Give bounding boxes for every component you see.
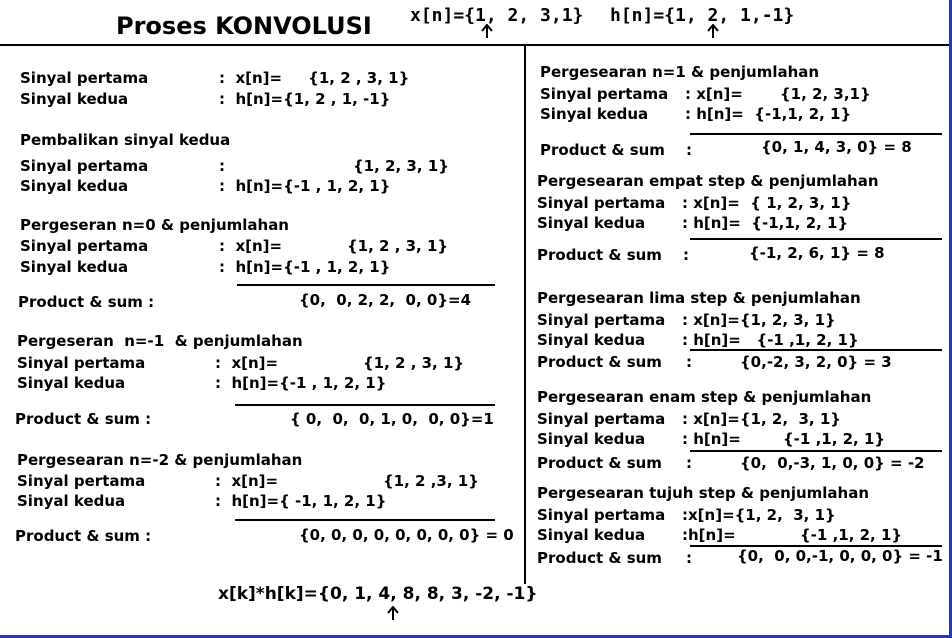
s5-signal2-label: Sinyal kedua xyxy=(17,492,126,510)
s5-product-values: {0, 0, 0, 0, 0, 0, 0, 0} = 0 xyxy=(299,526,514,544)
s2-signal2-expr: : h[n]={-1 , 1, 2, 1} xyxy=(219,177,391,195)
s4-signal2-label: Sinyal kedua xyxy=(17,374,126,392)
s2-signal1-values: {1, 2, 3, 1} xyxy=(353,157,449,175)
r4-product-values: {0, 0,-3, 1, 0, 0} = -2 xyxy=(740,454,925,472)
r5-product-label: Product & sum xyxy=(537,549,662,567)
r4-signal2-label: Sinyal kedua xyxy=(537,430,646,448)
r4-signal1-label: Sinyal pertama xyxy=(537,410,666,428)
h-origin-arrow-icon xyxy=(707,24,719,38)
s3-signal1-label: Sinyal pertama xyxy=(20,237,149,255)
s4-signal1-label: Sinyal pertama xyxy=(17,354,146,372)
r1-heading: Pergesearan n=1 & penjumlahan xyxy=(540,63,820,81)
s4-product-label: Product & sum : xyxy=(15,410,152,428)
r4-product-colon: : xyxy=(686,454,692,472)
r3-signal2-label: Sinyal kedua xyxy=(537,331,646,349)
s4-signal1-expr: : x[n]= xyxy=(215,354,279,372)
r3-heading: Pergesearan lima step & penjumlahan xyxy=(537,289,861,307)
s3-signal2-expr: : h[n]={-1 , 1, 2, 1} xyxy=(219,258,391,276)
s1-signal2-expr: : h[n]={1, 2 , 1, -1} xyxy=(219,90,391,108)
s5-heading: Pergesearan n=-2 & penjumlahan xyxy=(17,451,303,469)
r3-signal1-expr: : x[n]={1, 2, 3, 1} xyxy=(682,311,836,329)
s4-product-values: { 0, 0, 0, 1, 0, 0, 0}=1 xyxy=(290,410,494,428)
r5-product-values: {0, 0, 0,-1, 0, 0, 0} = -1 xyxy=(737,547,943,565)
r4-heading: Pergesearan enam step & penjumlahan xyxy=(537,388,872,406)
r1-product-values: {0, 1, 4, 3, 0} = 8 xyxy=(761,138,912,156)
r4-product-label: Product & sum xyxy=(537,454,662,472)
r1-signal1-expr: : x[n]= xyxy=(685,85,743,103)
s3-product-label: Product & sum : xyxy=(18,293,155,311)
r3-product-label: Product & sum xyxy=(537,353,662,371)
r2-heading: Pergesearan empat step & penjumlahan xyxy=(537,172,879,190)
r5-signal2-label: Sinyal kedua xyxy=(537,526,646,544)
page-title: Proses KONVOLUSI xyxy=(116,12,372,40)
s3-heading: Pergeseran n=0 & penjumlahan xyxy=(20,216,289,234)
r2-product-label: Product & sum xyxy=(537,246,662,264)
r2-signal2-label: Sinyal kedua xyxy=(537,214,646,232)
s1-signal1-label: Sinyal pertama xyxy=(20,69,149,87)
s4-signal2-expr: : h[n]={-1 , 1, 2, 1} xyxy=(215,374,387,392)
s4-sum-rule xyxy=(235,404,495,406)
x-origin-arrow-icon xyxy=(481,24,493,38)
s4-signal1-values: {1, 2 , 3, 1} xyxy=(363,354,465,372)
r1-product-label: Product & sum xyxy=(540,141,665,159)
result-origin-arrow-icon xyxy=(387,606,399,620)
s5-product-label: Product & sum : xyxy=(15,527,152,545)
r1-signal2-label: Sinyal kedua xyxy=(540,105,649,123)
r4-signal2-values: {-1 ,1, 2, 1} xyxy=(783,430,886,448)
s3-signal2-label: Sinyal kedua xyxy=(20,258,129,276)
r4-sum-rule xyxy=(690,450,942,452)
r3-sum-rule xyxy=(690,349,942,351)
s5-signal2-expr: : h[n]={ -1, 1, 2, 1} xyxy=(215,492,387,510)
s3-sum-rule xyxy=(237,284,495,286)
s1-signal1-expr: : x[n]= {1, 2 , 3, 1} xyxy=(219,69,410,87)
r1-signal1-label: Sinyal pertama xyxy=(540,85,669,103)
s5-signal1-expr: : x[n]= xyxy=(215,472,279,490)
s5-signal1-values: {1, 2 ,3, 1} xyxy=(383,472,479,490)
x-definition: x[n]={1, 2, 3,1} xyxy=(410,5,584,26)
r3-product-values: {0,-2, 3, 2, 0} = 3 xyxy=(740,353,892,371)
r1-product-colon: : xyxy=(686,141,692,159)
r5-signal2-expr: :h[n]= xyxy=(682,526,736,544)
r3-product-colon: : xyxy=(686,353,692,371)
s2-signal1-colon: : xyxy=(219,157,225,175)
s4-heading: Pergeseran n=-1 & penjumlahan xyxy=(17,332,303,350)
h-definition: h[n]={1, 2, 1,-1} xyxy=(610,5,795,26)
r5-product-colon: : xyxy=(686,549,692,567)
r5-heading: Pergesearan tujuh step & penjumlahan xyxy=(537,484,870,502)
header-divider xyxy=(0,44,949,46)
r2-product-values: {-1, 2, 6, 1} = 8 xyxy=(749,244,885,262)
s2-heading: Pembalikan sinyal kedua xyxy=(20,131,231,149)
s5-signal1-label: Sinyal pertama xyxy=(17,472,146,490)
s1-signal2-label: Sinyal kedua xyxy=(20,90,129,108)
s2-signal1-label: Sinyal pertama xyxy=(20,157,149,175)
s3-product-values: {0, 0, 2, 2, 0, 0}=4 xyxy=(299,291,472,309)
r1-signal1-values: {1, 2, 3,1} xyxy=(780,85,871,103)
r1-sum-rule xyxy=(690,133,942,135)
convolution-result: x[k]*h[k]={0, 1, 4, 8, 8, 3, -2, -1} xyxy=(218,584,538,604)
r2-sum-rule xyxy=(690,238,942,240)
r2-signal2-expr: : h[n]= {-1,1, 2, 1} xyxy=(682,214,849,232)
r2-product-colon: : xyxy=(683,246,689,264)
r2-signal1-expr: : x[n]= { 1, 2, 3, 1} xyxy=(682,194,852,212)
r2-signal1-label: Sinyal pertama xyxy=(537,194,666,212)
r1-signal2-expr: : h[n]= {-1,1, 2, 1} xyxy=(685,105,852,123)
s2-signal2-label: Sinyal kedua xyxy=(20,177,129,195)
s3-signal1-values: {1, 2 , 3, 1} xyxy=(347,237,449,255)
s3-signal1-expr: : x[n]= xyxy=(219,237,283,255)
r3-signal1-label: Sinyal pertama xyxy=(537,311,666,329)
r5-signal1-expr: :x[n]={1, 2, 3, 1} xyxy=(682,506,836,524)
column-divider xyxy=(524,46,526,584)
s5-sum-rule xyxy=(235,519,495,521)
r5-signal1-label: Sinyal pertama xyxy=(537,506,666,524)
r5-signal2-values: {-1 ,1, 2, 1} xyxy=(800,526,903,544)
r3-signal2-expr: : h[n]= {-1 ,1, 2, 1} xyxy=(682,331,859,349)
r4-signal1-expr: : x[n]={1, 2, 3, 1} xyxy=(682,410,841,428)
r4-signal2-expr: : h[n]= xyxy=(682,430,741,448)
